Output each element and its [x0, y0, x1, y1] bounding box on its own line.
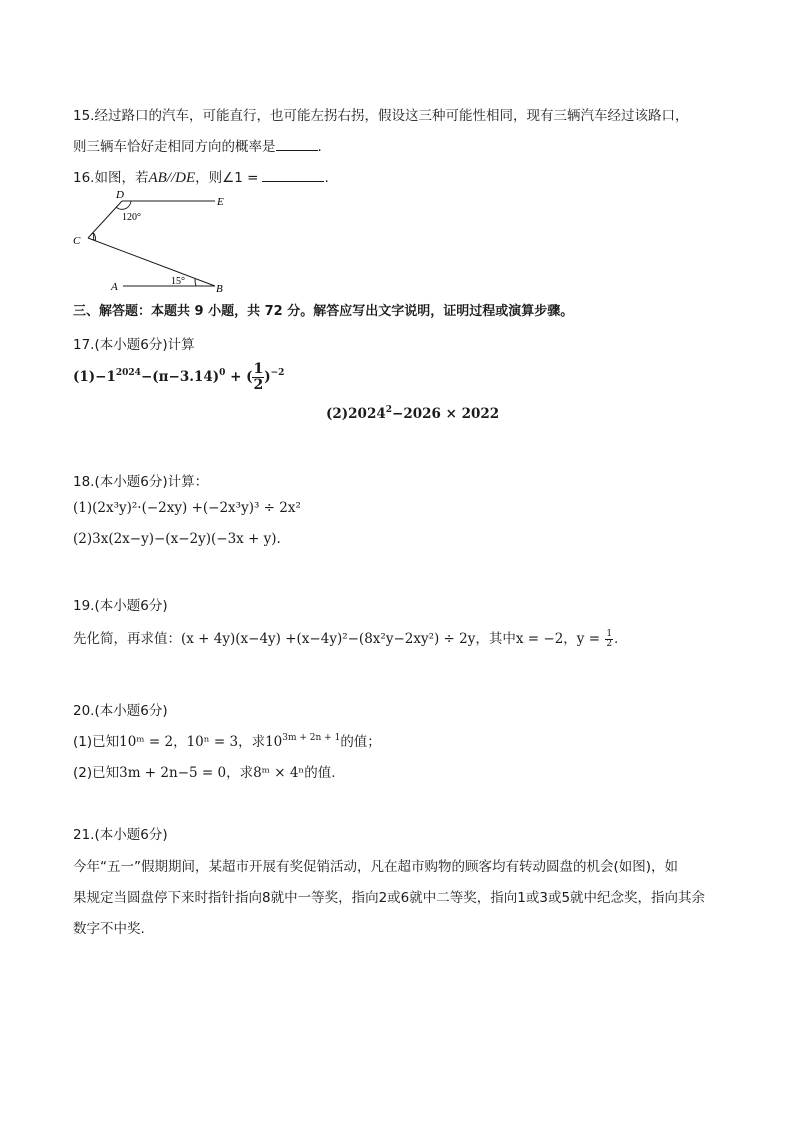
- q18-part1: (1)(2x³y)²·(−2xy) +(−2x³y)³ ÷ 2x²: [73, 500, 301, 516]
- q17-p1-d: ): [264, 369, 271, 385]
- q21-line2: 果规定当圆盘停下来时指针指向8就中一等奖，指向2或6就中二等奖，指向1或3或5就中纪念奖，指向其余: [73, 890, 706, 906]
- q20-p2-a: (2)已知: [73, 765, 120, 781]
- q15-answer-blank[interactable]: [276, 138, 318, 151]
- q17-part1: [73, 362, 284, 393]
- q16-mid: ，则∠1 =: [195, 170, 259, 186]
- q20-p1-a: (1)已知: [73, 734, 120, 750]
- q19-end: .: [614, 631, 619, 647]
- q20-p1-d: 10: [265, 734, 283, 750]
- q16-stem: [73, 166, 329, 187]
- label-D: D: [116, 190, 124, 201]
- q17-p2-a: (2)2024: [326, 406, 386, 422]
- q16-condition: AB//DE: [148, 170, 196, 186]
- q15-line2-prefix: 则三辆车恰好走相同方向的概率是: [73, 139, 276, 155]
- label-15: 15°: [171, 276, 185, 287]
- q19-title: 19.(本小题6分): [73, 598, 168, 614]
- q21-line3: 数字不中奖.: [73, 921, 145, 937]
- q20-part1: [73, 730, 381, 750]
- label-A: A: [111, 281, 118, 293]
- q18-part2: (2)3x(2x−y)−(x−2y)(−3x + y).: [73, 531, 281, 547]
- label-B: B: [216, 283, 223, 294]
- section3-heading: 三、解答题：本题共 9 小题，共 72 分。解答应写出文字说明，证明过程或演算步骤。: [73, 304, 574, 319]
- q19-body: [73, 627, 618, 649]
- q20-p1-c: ，求: [238, 734, 266, 750]
- q17-frac-den: 2: [253, 377, 264, 393]
- q19-expression: (x + 4y)(x−4y) +(x−4y)²−(8x²y−2xy²) ÷ 2y: [181, 631, 476, 647]
- q19-y-fraction: [605, 630, 613, 649]
- q20-title: 20.(本小题6分): [73, 703, 168, 719]
- q16-answer-blank[interactable]: [262, 169, 324, 182]
- q15-line2: [73, 135, 322, 155]
- q16-suffix: .: [324, 170, 329, 186]
- q17-p1-exp3: −2: [270, 368, 285, 378]
- label-120: 120°: [122, 212, 141, 223]
- q20-p1-exp: 3m + 2n + 1: [282, 733, 341, 743]
- q15-line1: 15.经过路口的汽车，可能直行，也可能左拐右拐，假设这三种可能性相同，现有三辆汽车经过该路口，: [73, 108, 689, 124]
- q17-p1-exp2: 0: [219, 368, 226, 378]
- q17-p1-exp1: 2024: [115, 368, 141, 378]
- q17-p1-b: −(π−3.14): [140, 369, 220, 385]
- q19-y-num: 1: [606, 628, 613, 639]
- q21-line1: 今年“五一”假期期间，某超市开展有奖促销活动，凡在超市购物的顾客均有转动圆盘的机会(如图)，如: [73, 859, 679, 875]
- q15-line2-suffix: .: [317, 139, 322, 155]
- q20-p1-b: 10ᵐ = 2，10ⁿ = 3: [119, 734, 239, 750]
- q20-p2-b: 3m + 2n−5 = 0: [119, 765, 227, 781]
- q19-text-a: 先化简，再求值：: [73, 631, 181, 647]
- q18-title: 18.(本小题6分)计算：: [73, 474, 209, 490]
- q21-title: 21.(本小题6分): [73, 827, 168, 843]
- q20-part2: [73, 761, 336, 781]
- q17-title: 17.(本小题6分)计算: [73, 337, 195, 353]
- q17-p2-b: −2026 × 2022: [392, 406, 500, 422]
- q20-p2-c: ，求: [226, 765, 254, 781]
- q17-p1-c: + (: [225, 369, 253, 385]
- q19-y-den: 2: [606, 638, 613, 649]
- q17-frac-num: 1: [253, 361, 264, 377]
- q16-prefix: 16.如图，若: [73, 170, 149, 186]
- q17-part2: [326, 406, 499, 422]
- q17-fraction: [252, 362, 264, 393]
- q20-p2-e: 的值.: [304, 765, 336, 781]
- q16-figure: [60, 190, 240, 294]
- q20-p2-d: 8ᵐ × 4ⁿ: [253, 765, 305, 781]
- q20-p1-e: 的值；: [340, 734, 381, 750]
- q17-p2-exp: 2: [385, 405, 393, 415]
- line-CB: [88, 238, 215, 286]
- q19-text-b: ，其中: [475, 631, 516, 647]
- q19-condition: x = −2，y =: [515, 631, 605, 647]
- label-C: C: [73, 235, 81, 247]
- angle-B-arc: [195, 279, 196, 286]
- q17-p1-a: (1)−1: [73, 369, 116, 385]
- label-E: E: [217, 196, 224, 208]
- label-1: 1: [91, 232, 96, 243]
